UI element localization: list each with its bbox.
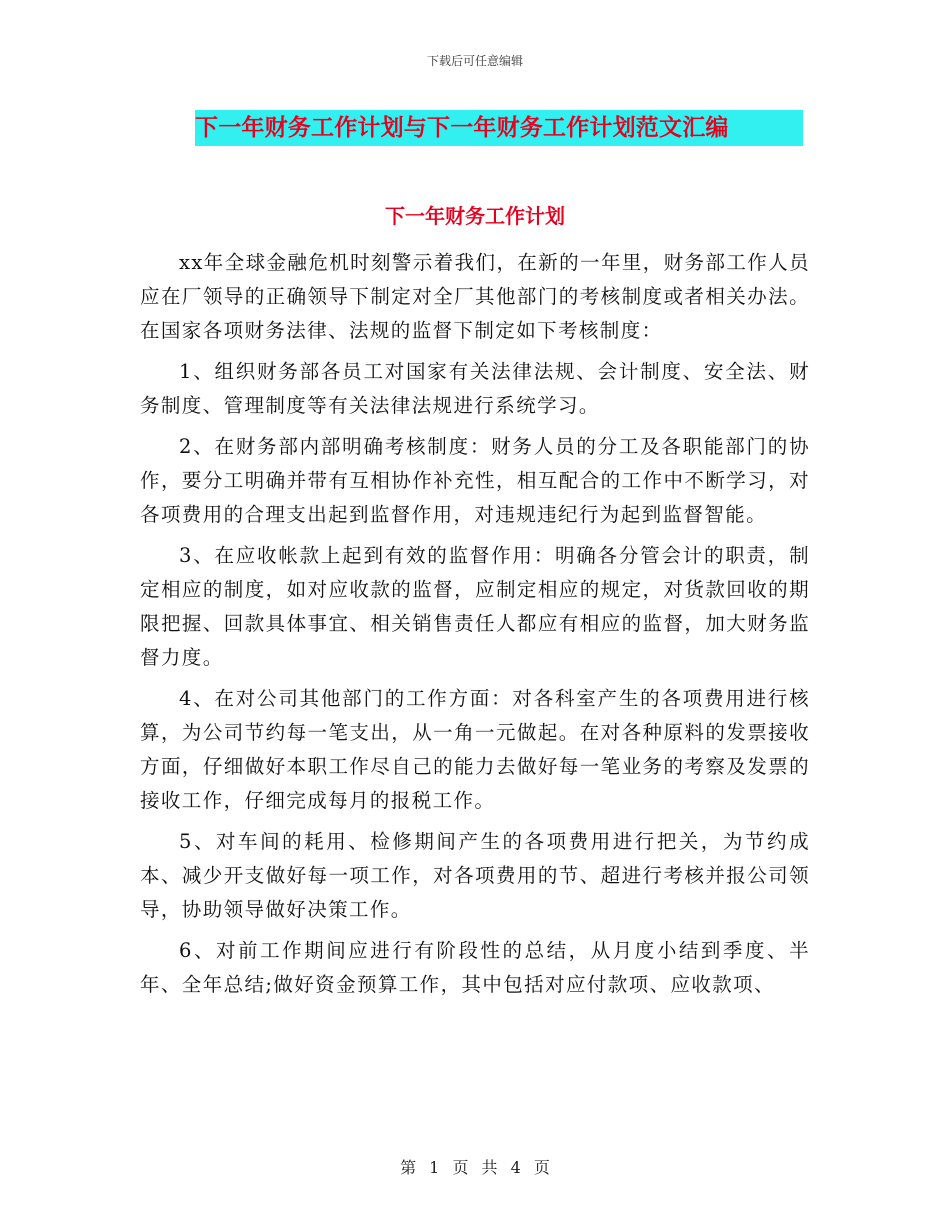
document-body	[140, 246, 810, 1009]
section-title: 下一年财务工作计划	[385, 204, 565, 228]
paragraph-item-6: 6、对前工作期间应进行有阶段性的总结，从月度小结到季度、半年、全年总结;做好资金预算工作，其中包括对应付款项、应收款项、	[140, 939, 810, 996]
paragraph-intro: xx年全球金融危机时刻警示着我们，在新的一年里，财务部工作人员应在厂领导的正确领导下制定对全厂其他部门的考核制度或者相关办法。在国家各项财务法律、法规的监督下制定如下考核制度：	[140, 251, 810, 342]
main-title: 下一年财务工作计划与下一年财务工作计划范文汇编	[195, 115, 729, 141]
paragraph-item-4: 4、在对公司其他部门的工作方面：对各科室产生的各项费用进行核算，为公司节约每一笔支出，从一角一元做起。在对各种原料的发票接收方面，仔细做好本职工作尽自己的能力去做好每一笔业务的考察及发票的接收工作，仔细完成每月的报税工作。	[140, 687, 810, 812]
paragraph-item-5: 5、对车间的耗用、检修期间产生的各项费用进行把关，为节约成本、减少开支做好每一项工作，对各项费用的节、超进行考核并报公司领导，协助领导做好决策工作。	[140, 830, 810, 921]
paragraph-item-1: 1、组织财务部各员工对国家有关法律法规、会计制度、安全法、财务制度、管理制度等有关法律法规进行系统学习。	[140, 360, 810, 417]
paragraph-item-2: 2、在财务部内部明确考核制度：财务人员的分工及各职能部门的协作，要分工明确并带有互相协作补充性，相互配合的工作中不断学习，对各项费用的合理支出起到监督作用，对违规违纪行为起到监督智能。	[140, 435, 810, 526]
header-note: 下载后可任意编辑	[426, 54, 523, 68]
page-number: 第 1 页 共 4 页	[400, 1158, 550, 1177]
paragraph-item-3: 3、在应收帐款上起到有效的监督作用：明确各分管会计的职责，制定相应的制度，如对应收款的监督，应制定相应的规定，对货款回收的期限把握、回款具体事宜、相关销售责任人都应有相应的监督，加大财务监督力度。	[140, 544, 810, 669]
